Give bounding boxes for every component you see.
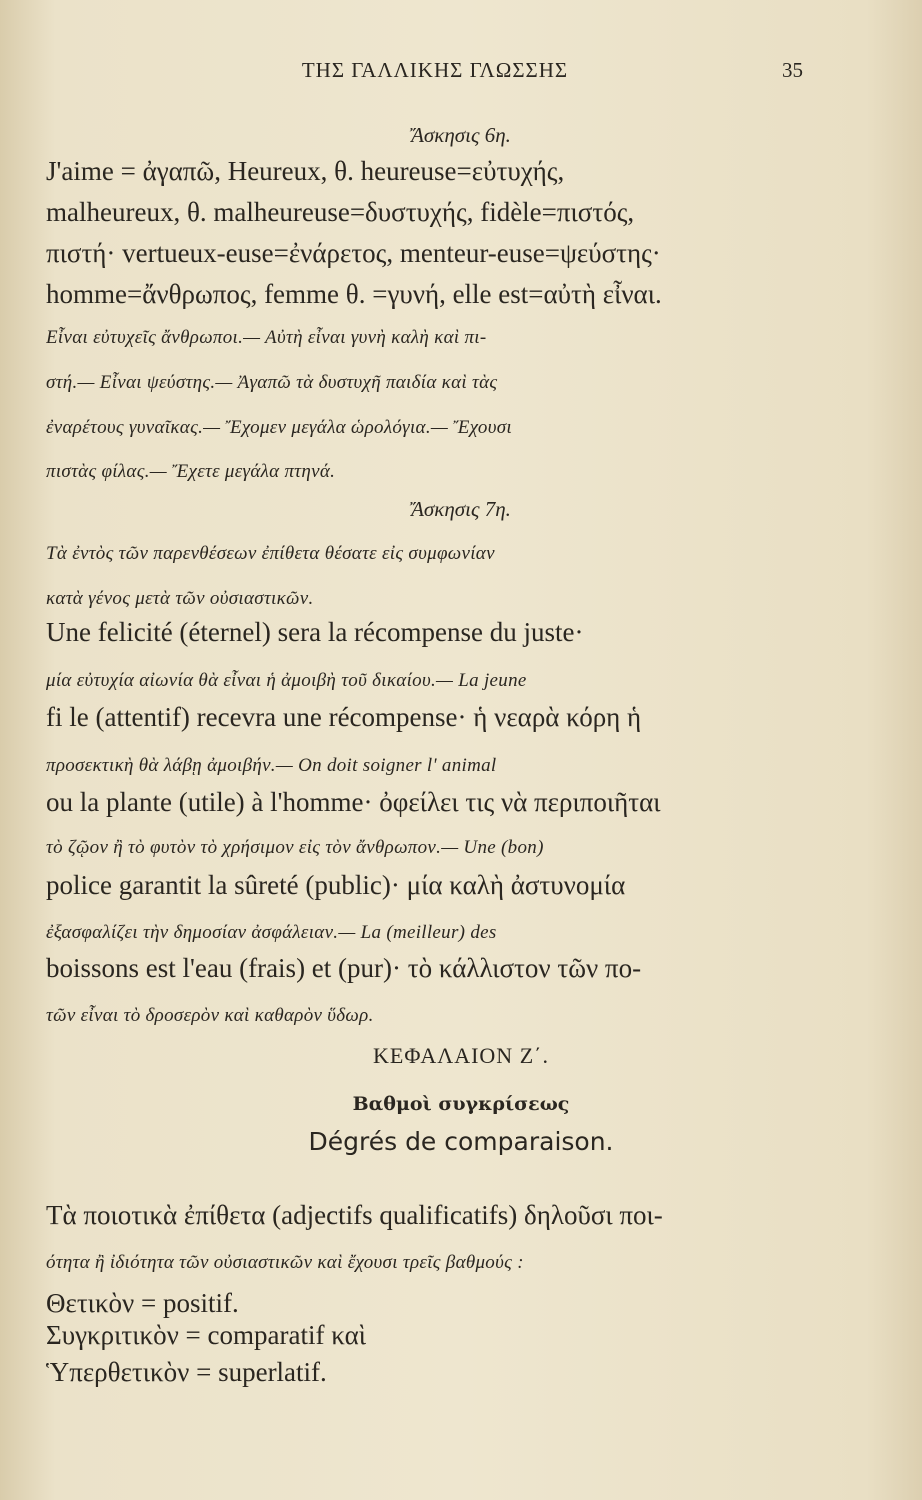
- exercise-7-line-9: police garantit la sûreté (public)· μία καλὴ ἀστυνομία: [46, 870, 626, 900]
- chapter-line-2: ότητα ἢ ἰδιότητα τῶν οὐσιαστικῶν καὶ ἔχουσι τρεῖς βαθμούς :: [46, 1252, 524, 1273]
- exercise-7-line-12: τῶν εἶναι τὸ δροσερὸν καὶ καθαρὸν ὕδωρ.: [46, 1005, 374, 1026]
- exercise-6-line-1: J'aime = ἀγαπῶ, Heureux, θ. heureuse=εὐτυχής,: [46, 156, 565, 186]
- exercise-6-line-2: malheureux, θ. malheureuse=δυστυχής, fidèle=πιστός,: [46, 197, 635, 227]
- section-title-greek: Βαθμοὶ συγκρίσεως: [352, 1093, 570, 1115]
- exercise-6-line-5: Εἶναι εὐτυχεῖς ἄνθρωποι.— Αὐτὴ εἶναι γυνὴ καλὴ καὶ πι-: [46, 327, 487, 348]
- exercise-7-line-7: ou la plante (utile) à l'homme· ὀφείλει τις νὰ περιποιῆται: [46, 787, 661, 817]
- page-header: [0, 58, 922, 88]
- exercise-6-line-4: homme=ἄνθρωπος, femme θ. =γυνή, elle est=αὐτὴ εἶναι.: [46, 279, 662, 309]
- exercise-7-line-2: κατὰ γένος μετὰ τῶν οὐσιαστικῶν.: [46, 588, 314, 609]
- chapter-line-1: Τὰ ποιοτικὰ ἐπίθετα (adjectifs qualificatifs) δηλοῦσι ποι-: [46, 1200, 663, 1230]
- running-title: ΤΗΣ ΓΑΛΛΙΚΗΣ ΓΛΩΣΣΗΣ: [301, 58, 569, 82]
- exercise-7-line-11: boissons est l'eau (frais) et (pur)· τὸ κάλλιστον τῶν πο-: [46, 953, 642, 983]
- exercise-7-line-10: ἐξασφαλίζει τὴν δημοσίαν ἀσφάλειαν.— La (meilleur) des: [46, 922, 497, 943]
- page-number: 35: [782, 58, 803, 82]
- exercise-6-title: Ἄσκησις 6η.: [411, 123, 511, 147]
- exercise-7-line-4: μία εὐτυχία αἰωνία θὰ εἶναι ἡ ἀμοιβὴ τοῦ δικαίου.— La jeune: [46, 670, 527, 691]
- chapter-line-5: Ὑπερθετικὸν = superlatif.: [46, 1357, 327, 1387]
- exercise-7-line-5: fi le (attentif) recevra une récompense· ἡ νεαρὰ κόρη ἡ: [46, 702, 642, 732]
- chapter-line-4: Συγκριτικὸν = comparatif καὶ: [46, 1320, 366, 1350]
- exercise-6-line-3: πιστή· vertueux-euse=ἐνάρετος, menteur-euse=ψεύστης·: [46, 238, 661, 268]
- exercise-6-line-6: στή.— Εἶναι ψεύστης.— Ἀγαπῶ τὰ δυστυχῆ παιδία καὶ τὰς: [46, 372, 498, 393]
- chapter-heading: ΚΕΦΑΛΑΙΟΝ Ζ΄.: [373, 1043, 549, 1068]
- exercise-7-line-1: Τὰ ἐντὸς τῶν παρενθέσεων ἐπίθετα θέσατε εἰς συμφωνίαν: [46, 543, 495, 564]
- exercise-7-title: Ἄσκησις 7η.: [411, 497, 511, 521]
- exercise-6-line-7: ἐναρέτους γυναῖκας.— Ἔχομεν μεγάλα ὡρολόγια.— Ἔχουσι: [46, 417, 512, 438]
- exercise-6-line-8: πιστὰς φίλας.— Ἔχετε μεγάλα πτηνά.: [46, 461, 336, 482]
- exercise-7-line-6: προσεκτικὴ θὰ λάβῃ ἀμοιβήν.— On doit soigner l' animal: [46, 755, 497, 776]
- chapter-line-3: Θετικὸν = positif.: [46, 1288, 239, 1318]
- section-title-french: Dégrés de comparaison.: [308, 1127, 614, 1156]
- exercise-7-line-8: τὸ ζῷον ἢ τὸ φυτὸν τὸ χρήσιμον εἰς τὸν ἄνθρωπον.— Une (bon): [46, 837, 544, 858]
- exercise-7-line-3: Une felicité (éternel) sera la récompense du juste·: [46, 617, 584, 647]
